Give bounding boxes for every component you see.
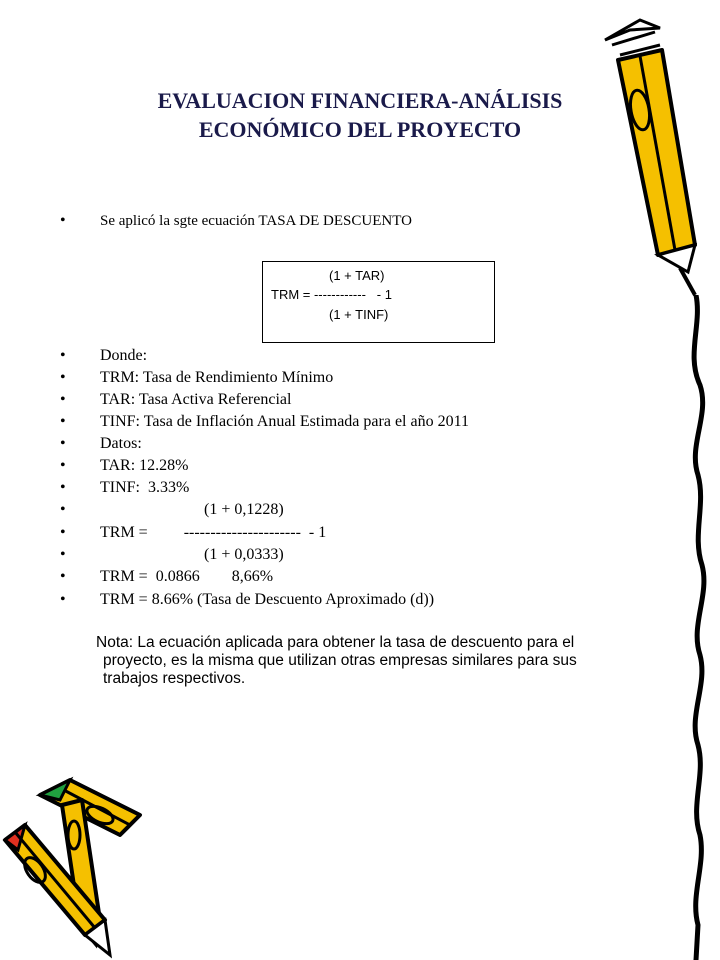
note-line1: Nota: La ecuación aplicada para obtener la tasa de descuento para el [96, 634, 575, 651]
page-title-line1: EVALUACION FINANCIERA-ANÁLISIS [157, 88, 563, 113]
list-item-text: Donde: [100, 347, 148, 364]
bullet-dot: • [60, 212, 66, 229]
pencil-top-right-icon [600, 10, 710, 300]
note-line3: trabajos respectivos. [103, 670, 246, 687]
bullet-dot: • [60, 391, 66, 408]
bullet-dot: • [60, 369, 66, 386]
list-item-text: TRM: Tasa de Rendimiento Mínimo [100, 369, 334, 386]
list-item-text: TRM = ---------------------- - 1 [100, 524, 327, 541]
note-line2: proyecto, es la misma que utilizan otras empresas similares para sus [103, 652, 577, 669]
note-paragraph [96, 634, 636, 688]
formula-denominator: (1 + TINF) [329, 307, 389, 322]
list-item-text: (1 + 0,0333) [100, 546, 284, 563]
bullet-dot: • [60, 524, 66, 541]
formula-box [262, 261, 495, 343]
bullet-dot: • [60, 591, 66, 608]
formula-middle: TRM = ------------ - 1 [271, 287, 392, 302]
bullet-dot: • [60, 457, 66, 474]
list-item-text: Datos: [100, 435, 142, 452]
bullet-dot: • [60, 347, 66, 364]
list-item-text: (1 + 0,1228) [100, 501, 284, 518]
bullet-dot: • [60, 546, 66, 563]
page-title-line2: ECONÓMICO DEL PROYECTO [198, 117, 522, 142]
bullet-dot: • [60, 501, 66, 518]
bullet-dot: • [60, 413, 66, 430]
list-item-text: TINF: 3.33% [100, 479, 190, 496]
list-item-text: TAR: 12.28% [100, 457, 189, 474]
pencils-bottom-left-icon [0, 770, 150, 960]
formula-numerator: (1 + TAR) [329, 268, 385, 283]
bullet-dot: • [60, 435, 66, 452]
list-item-text: TINF: Tasa de Inflación Anual Estimada para el año 2011 [100, 413, 469, 430]
page-title [80, 86, 640, 144]
bullet-dot: • [60, 479, 66, 496]
squiggle-line-icon [680, 295, 720, 960]
intro-text: Se aplicó la sgte ecuación TASA DE DESCUENTO [100, 213, 412, 229]
list-item-text: TRM = 8.66% (Tasa de Descuento Aproximado (d)) [100, 591, 435, 608]
bullet-dot: • [60, 568, 66, 585]
list-item-text: TAR: Tasa Activa Referencial [100, 391, 292, 408]
list-item-text: TRM = 0.0866 8,66% [100, 568, 274, 585]
